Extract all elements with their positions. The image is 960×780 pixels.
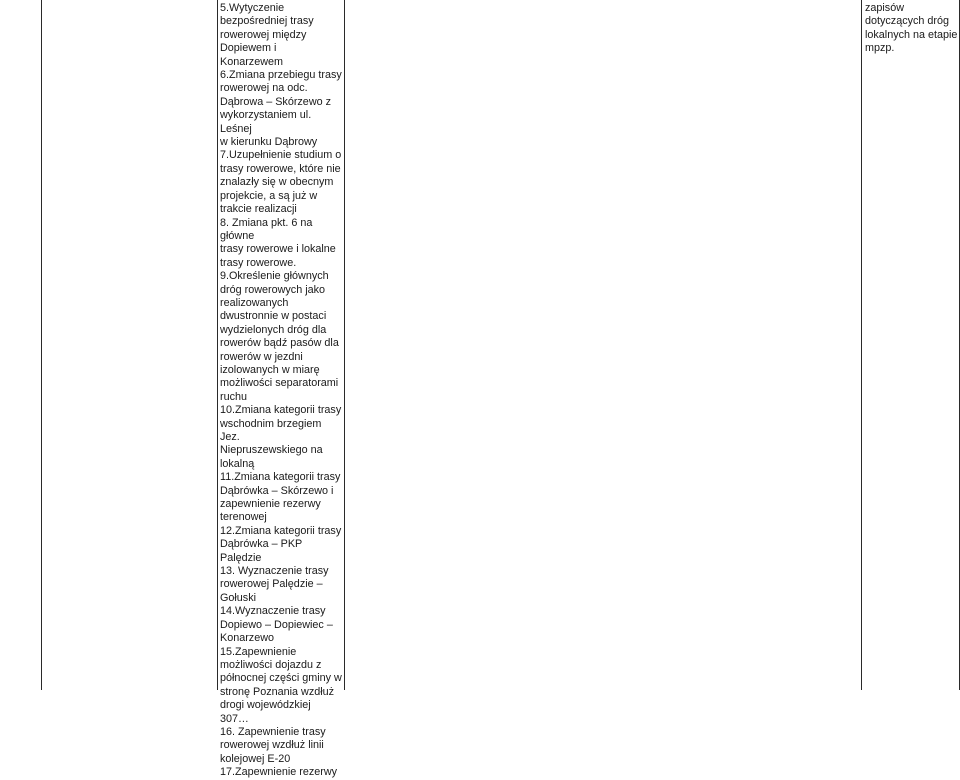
text-line: dróg rowerowych jako	[220, 283, 326, 296]
text-line: 14.Wyznaczenie trasy	[220, 605, 326, 618]
text-line: projekcie, a są już w	[220, 189, 318, 202]
table-cell-right-text	[865, 2, 960, 56]
table-column-border	[41, 0, 42, 690]
text-line: 15.Zapewnienie	[220, 645, 297, 658]
text-line: realizowanych	[220, 296, 289, 309]
text-line: trakcie realizacji	[220, 203, 297, 216]
text-line: kolejowej E-20	[220, 752, 291, 765]
text-line: Dąbrówka – PKP Palędzie	[220, 538, 306, 564]
text-line: 9.Określenie głównych	[220, 270, 329, 283]
table-column-border	[344, 0, 345, 690]
table-column-border	[217, 0, 218, 690]
text-line: północnej części gminy w	[220, 672, 342, 685]
text-line: rowerowej na odc.	[220, 82, 308, 95]
text-line: rowerów bądź pasów dla	[220, 337, 339, 350]
table-column-border	[861, 0, 862, 690]
text-line: terenowej	[220, 511, 267, 524]
text-line: izolowanych w miarę	[220, 363, 320, 376]
text-line: rowerowej wzdłuż linii	[220, 739, 324, 752]
text-line: stronę Poznania wzdłuż	[220, 685, 335, 698]
text-line: Konarzewo	[220, 632, 275, 645]
text-line: drogi wojewódzkiej 307…	[220, 699, 314, 725]
text-line: rowerowej między	[220, 28, 307, 41]
text-line: wschodnim brzegiem Jez.	[220, 417, 325, 443]
text-line: w kierunku Dąbrowy	[220, 136, 318, 149]
text-line: 5.Wytyczenie	[220, 2, 285, 14]
text-line: Dopiewo – Dopiewiec –	[220, 618, 333, 631]
text-line: 10.Zmiana kategorii trasy	[220, 404, 342, 417]
text-line: trasy rowerowe.	[220, 256, 297, 269]
text-line: trasy rowerowe, które nie	[220, 162, 341, 175]
text-line: 7.Uzupełnienie studium o	[220, 149, 342, 162]
text-line: Dąbrowa – Skórzewo z	[220, 95, 332, 108]
text-line: 13. Wyznaczenie trasy	[220, 565, 329, 578]
text-line: Niepruszewskiego na	[220, 444, 323, 457]
text-line: lokalną	[220, 457, 255, 470]
text-line: znalazły się w obecnym	[220, 176, 334, 189]
text-line: wykorzystaniem ul. Leśnej	[220, 109, 315, 135]
text-line: dwustronnie w postaci	[220, 310, 327, 323]
text-line: lokalnych na etapie	[865, 28, 958, 41]
text-line: możliwości dojazdu z	[220, 658, 322, 671]
text-line: Dopiewem i Konarzewem	[220, 42, 284, 68]
text-line: 6.Zmiana przebiegu trasy	[220, 69, 342, 82]
text-line: wydzielonych dróg dla	[220, 323, 327, 336]
text-line: trasy rowerowe i lokalne	[220, 243, 336, 256]
text-line: 17.Zapewnienie rezerwy	[220, 766, 338, 779]
text-line: możliwości separatorami	[220, 377, 339, 390]
text-line: rowerowej Palędzie –	[220, 578, 323, 591]
text-line: bezpośredniej trasy	[220, 15, 314, 28]
text-line: zapisów	[865, 2, 905, 14]
text-line: Dąbrówka – Skórzewo i	[220, 484, 334, 497]
text-line: 11.Zmiana kategorii trasy	[220, 471, 341, 484]
text-line: zapewnienie rezerwy	[220, 498, 321, 511]
text-line: 16. Zapewnienie trasy	[220, 725, 326, 738]
table-cell-main-text	[220, 2, 342, 780]
text-line: rowerów w jezdni	[220, 350, 303, 363]
text-line: 8. Zmiana pkt. 6 na główne	[220, 216, 316, 242]
text-line: 12.Zmiana kategorii trasy	[220, 524, 342, 537]
text-line: mpzp.	[865, 42, 895, 55]
text-line: Gołuski	[220, 591, 257, 604]
text-line: dotyczących dróg	[865, 15, 950, 28]
text-line: ruchu	[220, 390, 248, 403]
